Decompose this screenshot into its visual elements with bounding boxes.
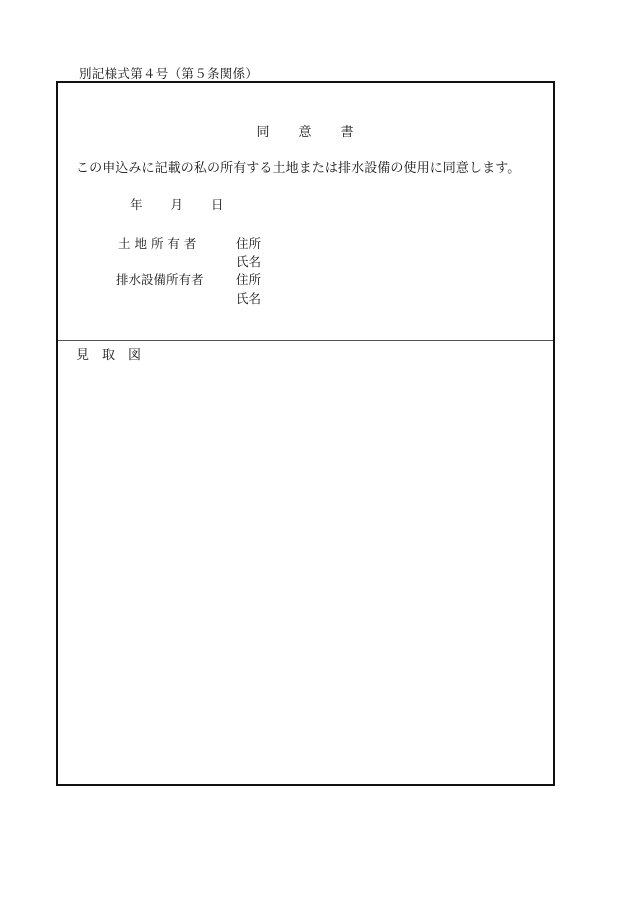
form-header: 別記様式第４号（第５条関係） (79, 66, 259, 81)
land-owner-label: 土 地 所 有 者 (118, 236, 197, 251)
consent-section (58, 83, 553, 341)
consent-statement: この申込みに記載の私の所有する土地または排水設備の使用に同意します。 (76, 161, 521, 176)
drainage-owner-name-label: 氏名 (236, 291, 262, 306)
drainage-owner-label: 排水設備所有者 (116, 272, 204, 287)
month-label: 月 (170, 197, 184, 212)
date-line (130, 195, 224, 213)
form-frame (56, 81, 555, 786)
map-section (58, 341, 553, 784)
land-owner-address-label: 住所 (236, 236, 262, 251)
year-label: 年 (130, 197, 143, 212)
document-title: 同 意 書 (256, 125, 355, 140)
land-owner-name-label: 氏名 (236, 254, 262, 269)
drainage-owner-address-label: 住所 (236, 272, 262, 287)
day-label: 日 (211, 197, 224, 212)
map-title: 見 取 図 (76, 348, 142, 363)
